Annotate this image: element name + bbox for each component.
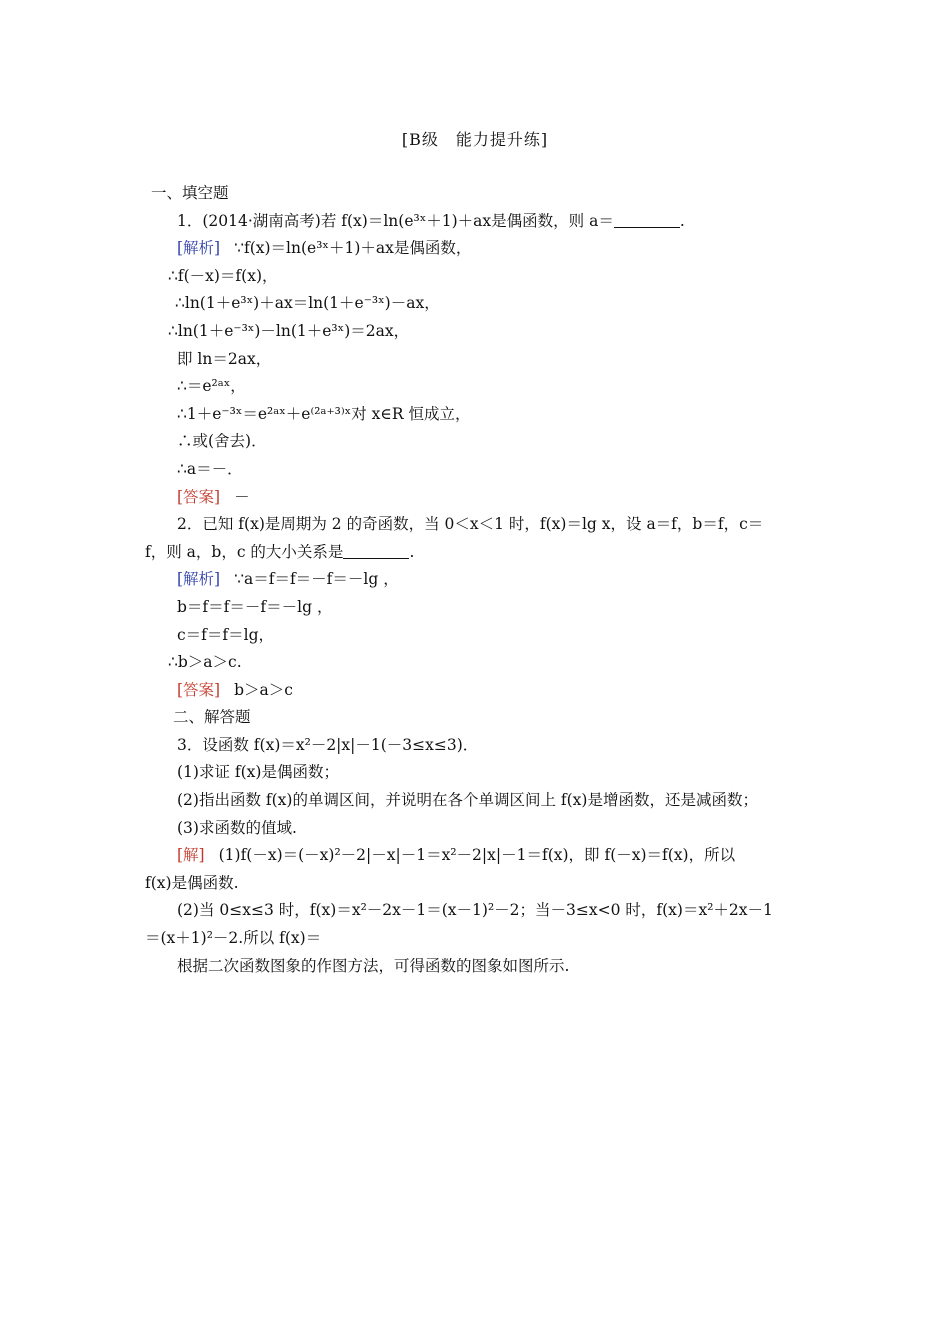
section-heading-fill-in: 一、填空题 bbox=[151, 184, 229, 202]
question-2-stem-end: . bbox=[409, 542, 415, 561]
solution-step: ∴f(－x)＝f(x)， bbox=[168, 266, 278, 285]
question-2-stem-line-1: 2．已知 f(x)是周期为 2 的奇函数，当 0＜x＜1 时，f(x)＝lg x，设 a＝f，b＝f，c＝ bbox=[177, 515, 764, 534]
solution-step: 即 ln＝2ax， bbox=[177, 349, 272, 368]
solution-continuation: f(x)是偶函数. bbox=[145, 873, 239, 892]
solution-step: ∴或(舍去)． bbox=[177, 432, 267, 451]
analysis-tag: [解析] bbox=[177, 239, 221, 258]
question-3-solution-2: (2)当 0≤x≤3 时，f(x)＝x²－2x－1＝(x－1)²－2；当－3≤x<0 时，f(x)＝x²＋2x－1 bbox=[177, 901, 773, 920]
question-3-part: (1)求证 f(x)是偶函数； bbox=[177, 763, 339, 782]
solution-step: ∴a＝－． bbox=[177, 459, 243, 478]
answer-tag: [答案] bbox=[177, 487, 221, 506]
question-1-answer bbox=[145, 484, 807, 512]
answer-blank bbox=[614, 213, 680, 228]
answer-blank bbox=[343, 544, 409, 559]
question-1-analysis bbox=[145, 235, 807, 263]
solution-step: b＝f＝f＝－f＝－lg ， bbox=[177, 597, 333, 616]
question-2-stem-line-2 bbox=[145, 539, 807, 567]
question-3-part: (3)求函数的值域. bbox=[177, 818, 297, 837]
solution-step: ∴ln(1＋e⁻³ˣ)－ln(1＋e³ˣ)＝2ax， bbox=[168, 321, 410, 340]
solution-step: ∴＝e²ᵃˣ， bbox=[177, 377, 246, 396]
answer-tag: [答案] bbox=[177, 680, 221, 699]
question-2-answer bbox=[145, 677, 807, 705]
answer-text: b＞a＞c bbox=[234, 680, 293, 699]
question-3-stem: 3．设函数 f(x)＝x²－2|x|－1(－3≤x≤3)． bbox=[177, 735, 479, 754]
page-title: [B级 能力提升练] bbox=[401, 130, 549, 149]
question-3-solution-1 bbox=[145, 842, 807, 870]
question-3-part: (2)指出函数 f(x)的单调区间，并说明在各个单调区间上 f(x)是增函数，还是减函数； bbox=[177, 791, 758, 810]
solution-step: ∴ln(1＋e³ˣ)＋ax＝ln(1＋e⁻³ˣ)－ax， bbox=[175, 294, 440, 313]
question-2-analysis bbox=[145, 566, 807, 594]
analysis-text: ∵f(x)＝ln(e³ˣ＋1)＋ax是偶函数， bbox=[234, 239, 472, 258]
analysis-text: ∵a＝f＝f＝－f＝－lg ， bbox=[234, 570, 399, 589]
analysis-tag: [解析] bbox=[177, 570, 221, 589]
question-1-stem-text: 1．(2014·湖南高考)若 f(x)＝ln(e³ˣ＋1)＋ax是偶函数，则 a＝ bbox=[177, 211, 614, 230]
solution-continuation: 根据二次函数图象的作图方法，可得函数的图象如图所示. bbox=[177, 956, 570, 975]
question-2-stem-text: f，则 a，b，c 的大小关系是 bbox=[145, 542, 344, 561]
answer-text: － bbox=[234, 487, 250, 506]
solution-continuation: ＝(x＋1)²－2.所以 f(x)＝ bbox=[145, 929, 322, 948]
solution-step: ∴1＋e⁻³ˣ＝e²ᵃˣ＋e⁽²ᵃ⁺³⁾ˣ对 x∈R 恒成立， bbox=[177, 404, 471, 423]
solution-step: c＝f＝f＝lg， bbox=[177, 625, 275, 644]
document-body bbox=[145, 180, 807, 980]
solution-step: ∴b＞a＞c. bbox=[168, 653, 242, 672]
solution-text: (1)f(－x)＝(－x)²－2|－x|－1＝x²－2|x|－1＝f(x)，即 f(－x)＝f(x)，所以 bbox=[218, 846, 736, 865]
question-1-stem bbox=[145, 208, 807, 236]
solution-tag: [解] bbox=[177, 846, 205, 865]
question-1-stem-end: . bbox=[679, 211, 685, 230]
section-heading-answer: 二、解答题 bbox=[173, 708, 251, 727]
